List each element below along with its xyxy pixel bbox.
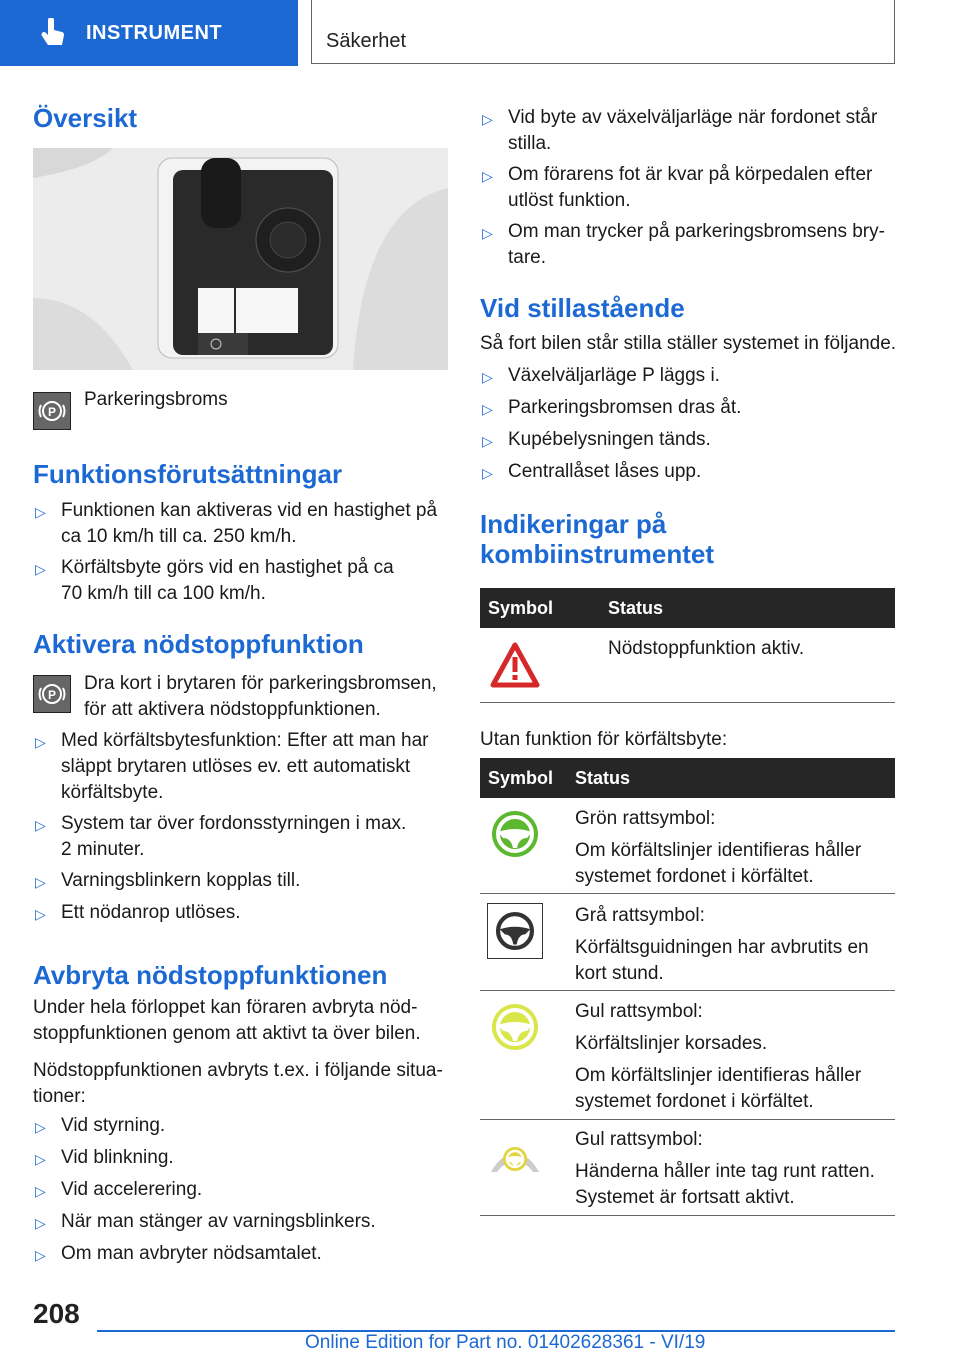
list-item-text: När man stänger av varningsblinkers. <box>61 1211 376 1232</box>
activate-text <box>84 671 437 723</box>
status-line: Körfältslinjer korsades. <box>575 1033 768 1054</box>
bullet-triangle-icon: ▷ <box>482 433 493 449</box>
status-line: Gul rattsymbol: <box>575 1129 703 1150</box>
chapter-tab-label: INSTRUMENT <box>86 21 223 44</box>
status-line: Om körfältslinjer identifieras håller <box>575 840 862 861</box>
list-item-text: Parkeringsbromsen dras åt. <box>508 397 742 418</box>
list-item <box>480 219 895 271</box>
col-status: Status <box>575 768 631 788</box>
list-item-text: ca 10 km/h till ca. 250 km/h. <box>61 526 297 547</box>
cancel-paragraph <box>33 1058 448 1110</box>
list-item <box>33 868 448 894</box>
page-number: 208 <box>33 1298 80 1329</box>
table-divider <box>480 990 895 991</box>
list-item <box>33 728 448 806</box>
list-item <box>33 498 448 550</box>
table-header <box>480 758 895 798</box>
indications-heading: Indikeringar på <box>480 509 667 539</box>
list-item-text: Växelväljarläge P läggs i. <box>508 365 720 386</box>
list-item-text: 70 km/h till ca 100 km/h. <box>61 583 266 604</box>
bullet-triangle-icon: ▷ <box>35 1183 46 1199</box>
list-item <box>480 459 895 485</box>
bullet-triangle-icon: ▷ <box>35 817 46 833</box>
list-item <box>480 395 895 421</box>
list-item-text: Om man trycker på parkeringsbromsens bry- <box>508 221 885 242</box>
list-item-text: Kupébelysningen tänds. <box>508 429 711 450</box>
list-item-text: Centrallåset låses upp. <box>508 461 702 482</box>
list-item-text: Vid byte av växelväljarläge när fordonet står <box>508 107 878 128</box>
list-item-text: tare. <box>508 247 547 268</box>
status-line: Systemet är fortsatt aktivt. <box>575 1187 795 1208</box>
parking-brake-icon <box>33 392 71 430</box>
table-divider <box>480 1215 895 1216</box>
list-item-text: Varningsblinkern kopplas till. <box>61 870 301 891</box>
cancel-paragraph <box>33 995 448 1047</box>
table-divider <box>480 702 895 703</box>
table-divider <box>480 893 895 894</box>
status-line: systemet fordonet i körfältet. <box>575 866 814 887</box>
status-line: systemet fordonet i körfältet. <box>575 1091 814 1112</box>
bullet-triangle-icon: ▷ <box>35 906 46 922</box>
list-item-text: släppt brytaren utlöses ev. ett automatiskt <box>61 756 411 777</box>
parking-brake-icon <box>33 675 71 713</box>
list-item-text: Om förarens fot är kvar på körpedalen efter <box>508 164 873 185</box>
cancel-heading: Avbryta nödstoppfunktionen <box>33 960 388 990</box>
paragraph-line: tioner: <box>33 1086 86 1107</box>
list-item-text: stilla. <box>508 133 552 154</box>
lane-intro-text: Utan funktion för körfältsbyte: <box>480 729 728 750</box>
edition-link[interactable]: Online Edition for Part no. 01402628361 - VI/19 <box>305 1332 706 1353</box>
bullet-triangle-icon: ▷ <box>35 734 46 750</box>
status-line: kort stund. <box>575 963 664 984</box>
bullet-triangle-icon: ▷ <box>35 504 46 520</box>
gear-selector-photo <box>33 148 448 370</box>
list-item-text: Vid accelerering. <box>61 1179 203 1200</box>
list-item <box>33 900 448 926</box>
col-status: Status <box>608 598 664 618</box>
bullet-triangle-icon: ▷ <box>35 1247 46 1263</box>
bullet-triangle-icon: ▷ <box>35 561 46 577</box>
status-line: Grön rattsymbol: <box>575 808 716 829</box>
paragraph-line: Under hela förloppet kan föraren avbryta nöd- <box>33 997 418 1018</box>
svg-text:P: P <box>47 405 57 419</box>
bullet-triangle-icon: ▷ <box>482 369 493 385</box>
bullet-triangle-icon: ▷ <box>482 401 493 417</box>
steering-wheel-gray-icon <box>487 903 543 959</box>
list-item-text: körfältsbyte. <box>61 782 164 803</box>
list-item-text: Vid blinkning. <box>61 1147 174 1168</box>
list-item-text: Med körfältsbytesfunktion: Efter att man har <box>61 730 429 751</box>
standstill-heading: Vid stillastående <box>480 293 685 323</box>
list-item <box>480 162 895 214</box>
list-item <box>480 105 895 157</box>
paragraph-line: för att aktivera nödstoppfunktionen. <box>84 699 381 720</box>
list-item <box>33 1177 448 1203</box>
table-row-status <box>575 806 861 890</box>
list-item <box>33 1113 448 1139</box>
status-line: Gul rattsymbol: <box>575 1001 703 1022</box>
table-row-status <box>575 903 869 987</box>
steering-wheel-hands-yellow-icon <box>489 1142 541 1181</box>
list-item-text: 2 minuter. <box>61 839 145 860</box>
list-item-text: Körfältsbyte görs vid en hastighet på ca <box>61 557 394 578</box>
list-item <box>480 363 895 389</box>
svg-text:P: P <box>47 688 57 702</box>
list-item <box>33 555 448 607</box>
section-title: Säkerhet <box>326 30 407 52</box>
col-symbol: Symbol <box>488 598 554 618</box>
list-item-text: System tar över fordonsstyrningen i max. <box>61 813 407 834</box>
indications-heading: kombiinstrumentet <box>480 539 715 569</box>
list-item-text: Vid styrning. <box>61 1115 166 1136</box>
bullet-triangle-icon: ▷ <box>35 874 46 890</box>
list-item <box>33 1209 448 1235</box>
list-item-text: Funktionen kan aktiveras vid en hastighet på <box>61 500 438 521</box>
list-item-text: Om man avbryter nödsamtalet. <box>61 1243 322 1264</box>
status-line: Körfältsguidningen har avbrutits en <box>575 937 869 958</box>
bullet-triangle-icon: ▷ <box>35 1215 46 1231</box>
warning-triangle-icon <box>490 642 540 693</box>
table-row-status <box>575 999 861 1115</box>
col-symbol: Symbol <box>488 768 554 788</box>
standstill-text: Så fort bilen står stilla ställer systemet in följande. <box>480 333 897 354</box>
bullet-triangle-icon: ▷ <box>482 465 493 481</box>
list-item <box>33 1145 448 1171</box>
paragraph-line: Dra kort i brytaren för parkeringsbromsen, <box>84 673 437 694</box>
section-header <box>311 0 895 64</box>
table-row-status: Nödstoppfunktion aktiv. <box>608 638 805 659</box>
overview-heading: Översikt <box>33 103 138 133</box>
list-item-text: Ett nödanrop utlöses. <box>61 902 241 923</box>
parking-brake-label: Parkeringsbroms <box>84 389 228 410</box>
status-line: Om körfältslinjer identifieras håller <box>575 1065 862 1086</box>
list-item-text: utlöst funktion. <box>508 190 631 211</box>
steering-wheel-yellow-icon <box>489 1001 541 1058</box>
pointing-hand-icon <box>38 18 68 48</box>
list-item <box>480 427 895 453</box>
bullet-triangle-icon: ▷ <box>482 168 493 184</box>
bullet-triangle-icon: ▷ <box>482 225 493 241</box>
table-header <box>480 588 895 628</box>
requirements-heading: Funktionsförutsättningar <box>33 459 343 489</box>
steering-wheel-green-icon <box>489 808 541 865</box>
status-line: Händerna håller inte tag runt ratten. <box>575 1161 875 1182</box>
activate-heading: Aktivera nödstoppfunktion <box>33 629 364 659</box>
status-line: Grå rattsymbol: <box>575 905 705 926</box>
bullet-triangle-icon: ▷ <box>35 1151 46 1167</box>
bullet-triangle-icon: ▷ <box>482 111 493 127</box>
list-item <box>33 1241 448 1267</box>
table-divider <box>480 1119 895 1120</box>
bullet-triangle-icon: ▷ <box>35 1119 46 1135</box>
paragraph-line: stoppfunktionen genom att aktivt ta över bilen. <box>33 1023 421 1044</box>
paragraph-line: Nödstoppfunktionen avbryts t.ex. i följande situa- <box>33 1060 443 1081</box>
table-row-status <box>575 1127 875 1211</box>
list-item <box>33 811 448 863</box>
chapter-tab[interactable] <box>0 0 298 66</box>
